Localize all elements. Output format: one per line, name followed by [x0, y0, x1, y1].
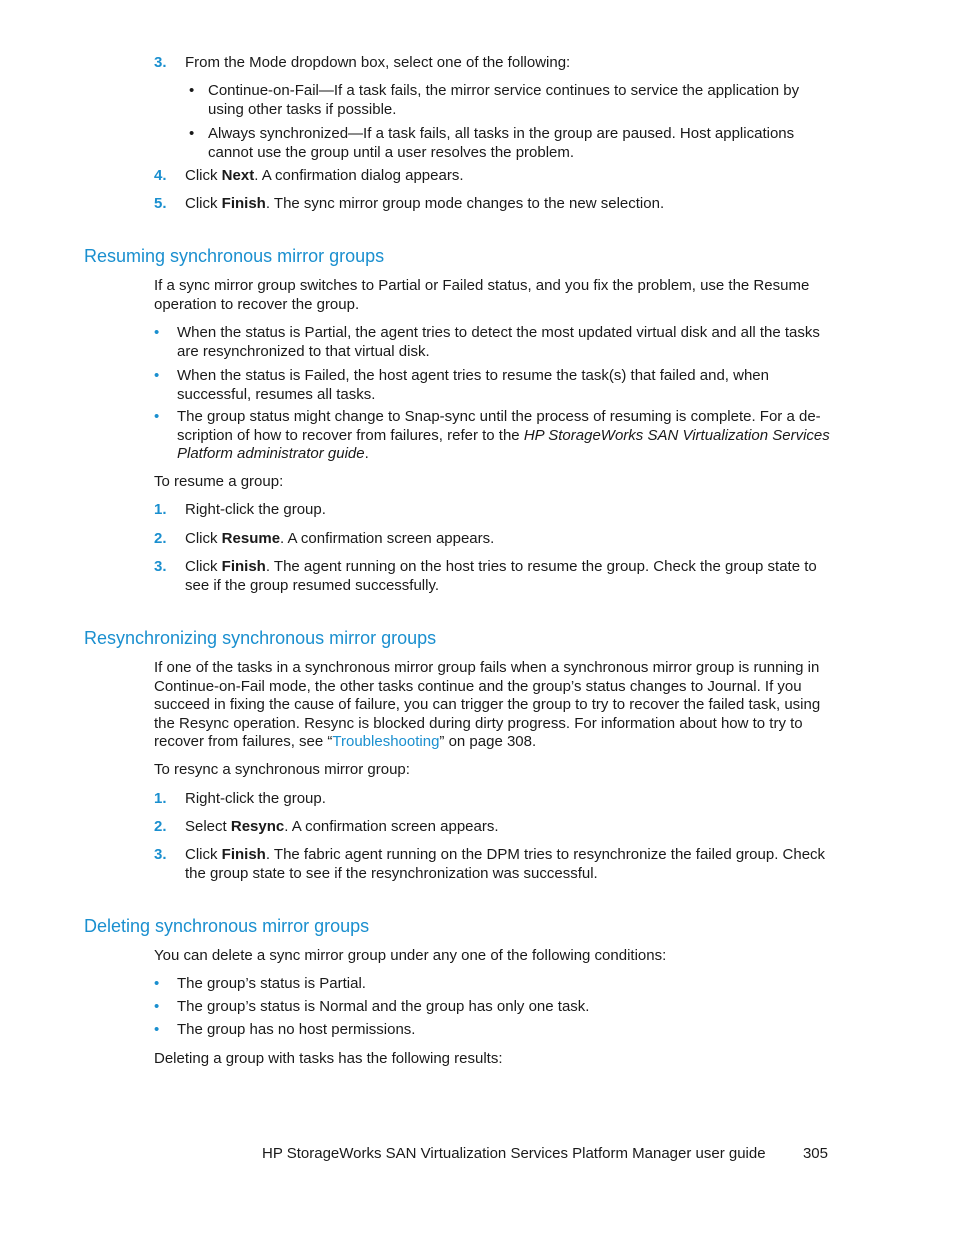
ui-term: Resume	[221, 530, 281, 547]
step-text	[185, 846, 830, 883]
step-text-pre: Click	[185, 530, 222, 547]
troubleshooting-link[interactable]: Troubleshooting	[332, 733, 440, 750]
step-text-pre: Click	[185, 558, 222, 575]
bullet-marker: •	[189, 82, 195, 99]
step-number: 2.	[154, 818, 167, 835]
step-text-pre: Click	[185, 167, 222, 184]
step-text	[185, 195, 830, 214]
step-text-pre: Right-click the group.	[185, 501, 326, 518]
section-heading-delete: Deleting synchronous mirror groups	[84, 916, 370, 936]
ui-term: Finish	[221, 846, 266, 863]
bullet-marker: •	[189, 125, 195, 142]
step-text-post: . The sync mirror group mode changes to the new selection.	[265, 195, 665, 212]
guide-title: HP StorageWorks SAN Virtualization Services Platform administrator guide	[177, 426, 830, 462]
bullet-marker: •	[154, 998, 160, 1015]
resume-intro: If a sync mirror group switches to Partial or Failed status, and you fix the problem, use the Resume operation to recover the group.	[154, 277, 810, 313]
mode-option-text: Continue-on-Fail—If a task fails, the mirror service continues to service the application by using other tasks if possible.	[208, 82, 800, 118]
delete-condition: The group has no host permissions.	[177, 1021, 416, 1038]
step-number: 3.	[154, 846, 167, 863]
resume-bullet	[177, 408, 830, 464]
resync-intro-pre: If one of the tasks in a synchronous mirror group fails when a synchronous mirror group is running in Continue-on-Fail mode, the other tasks continue and the group’s status changes to Journal. If you succeed in fixing the cause of failure, you can trigger the group to try to recover the failed task, using the Resync operation. Resync is blocked during dirty progress. For information about how to try to recover from failures, see “	[154, 659, 821, 750]
resync-intro-post: ” on page 308.	[439, 733, 537, 750]
resync-lead: To resync a synchronous mirror group:	[154, 761, 410, 778]
step-text	[185, 530, 830, 549]
bullet-marker: •	[154, 367, 160, 384]
step-text-post: . The fabric agent running on the DPM tries to resynchronize the failed group. Check the group state to see if the resynchronization was successful.	[185, 846, 826, 882]
step-text	[185, 818, 830, 837]
page-number: 305	[802, 1145, 828, 1162]
step-text-pre: Select	[185, 818, 231, 835]
delete-condition: The group’s status is Partial.	[177, 975, 366, 992]
step-text-post: . A confirmation screen appears.	[284, 818, 499, 835]
step-text-post: . A confirmation screen appears.	[280, 530, 495, 547]
delete-intro: You can delete a sync mirror group under any one of the following conditions:	[154, 947, 667, 964]
resync-intro	[154, 659, 830, 752]
step-text	[185, 167, 830, 186]
bullet-marker: •	[154, 408, 160, 425]
ui-term: Next	[221, 167, 255, 184]
step-number: 1.	[154, 501, 167, 518]
delete-condition: The group’s status is Normal and the group has only one task.	[177, 998, 590, 1015]
step-text-pre: Click	[185, 195, 222, 212]
step-text	[185, 54, 830, 73]
bullet-marker: •	[154, 975, 160, 992]
resume-lead: To resume a group:	[154, 473, 284, 490]
section-heading-resync: Resynchronizing synchronous mirror groups	[84, 628, 437, 648]
bullet-text-pre: The group status might change to Snap-sync until the process of resuming is complete. For a de-scription of how to recover from failures, refer to the	[177, 408, 821, 444]
step-number: 3.	[154, 558, 167, 575]
section-heading-resume: Resuming synchronous mirror groups	[84, 246, 385, 266]
step-number: 5.	[154, 195, 167, 212]
ui-term: Resync	[230, 818, 285, 835]
step-text	[185, 790, 830, 809]
ui-term: Finish	[221, 558, 266, 575]
ui-term: Finish	[221, 195, 266, 212]
step-number: 4.	[154, 167, 167, 184]
bullet-marker: •	[154, 324, 160, 341]
step-number: 1.	[154, 790, 167, 807]
step-text	[185, 558, 830, 595]
step-text-post: . A confirmation dialog appears.	[254, 167, 464, 184]
resume-bullet: When the status is Failed, the host agent tries to resume the task(s) that failed and, when successful, resumes all tasks.	[177, 367, 769, 403]
step-number: 2.	[154, 530, 167, 547]
resume-bullet: When the status is Partial, the agent tries to detect the most updated virtual disk and all the tasks are resynchronized to that virtual disk.	[177, 324, 820, 360]
step-text-pre: Click	[185, 846, 222, 863]
step-number: 3.	[154, 54, 167, 71]
footer-guide-title: HP StorageWorks SAN Virtualization Services Platform Manager user guide	[262, 1145, 766, 1162]
step-text	[185, 501, 830, 520]
mode-option-text: Always synchronized—If a task fails, all tasks in the group are paused. Host applications cannot use the group until a user resolves the problem.	[208, 125, 795, 161]
bullet-marker: •	[154, 1021, 160, 1038]
step-text-pre: From the Mode dropdown box, select one of the following:	[185, 54, 571, 71]
step-text-post: . The agent running on the host tries to resume the group. Check the group state to see if the group resumed successfully.	[185, 558, 817, 594]
step-text-pre: Right-click the group.	[185, 790, 326, 807]
bullet-text-post: .	[364, 445, 369, 462]
delete-outro: Deleting a group with tasks has the following results:	[154, 1050, 503, 1067]
